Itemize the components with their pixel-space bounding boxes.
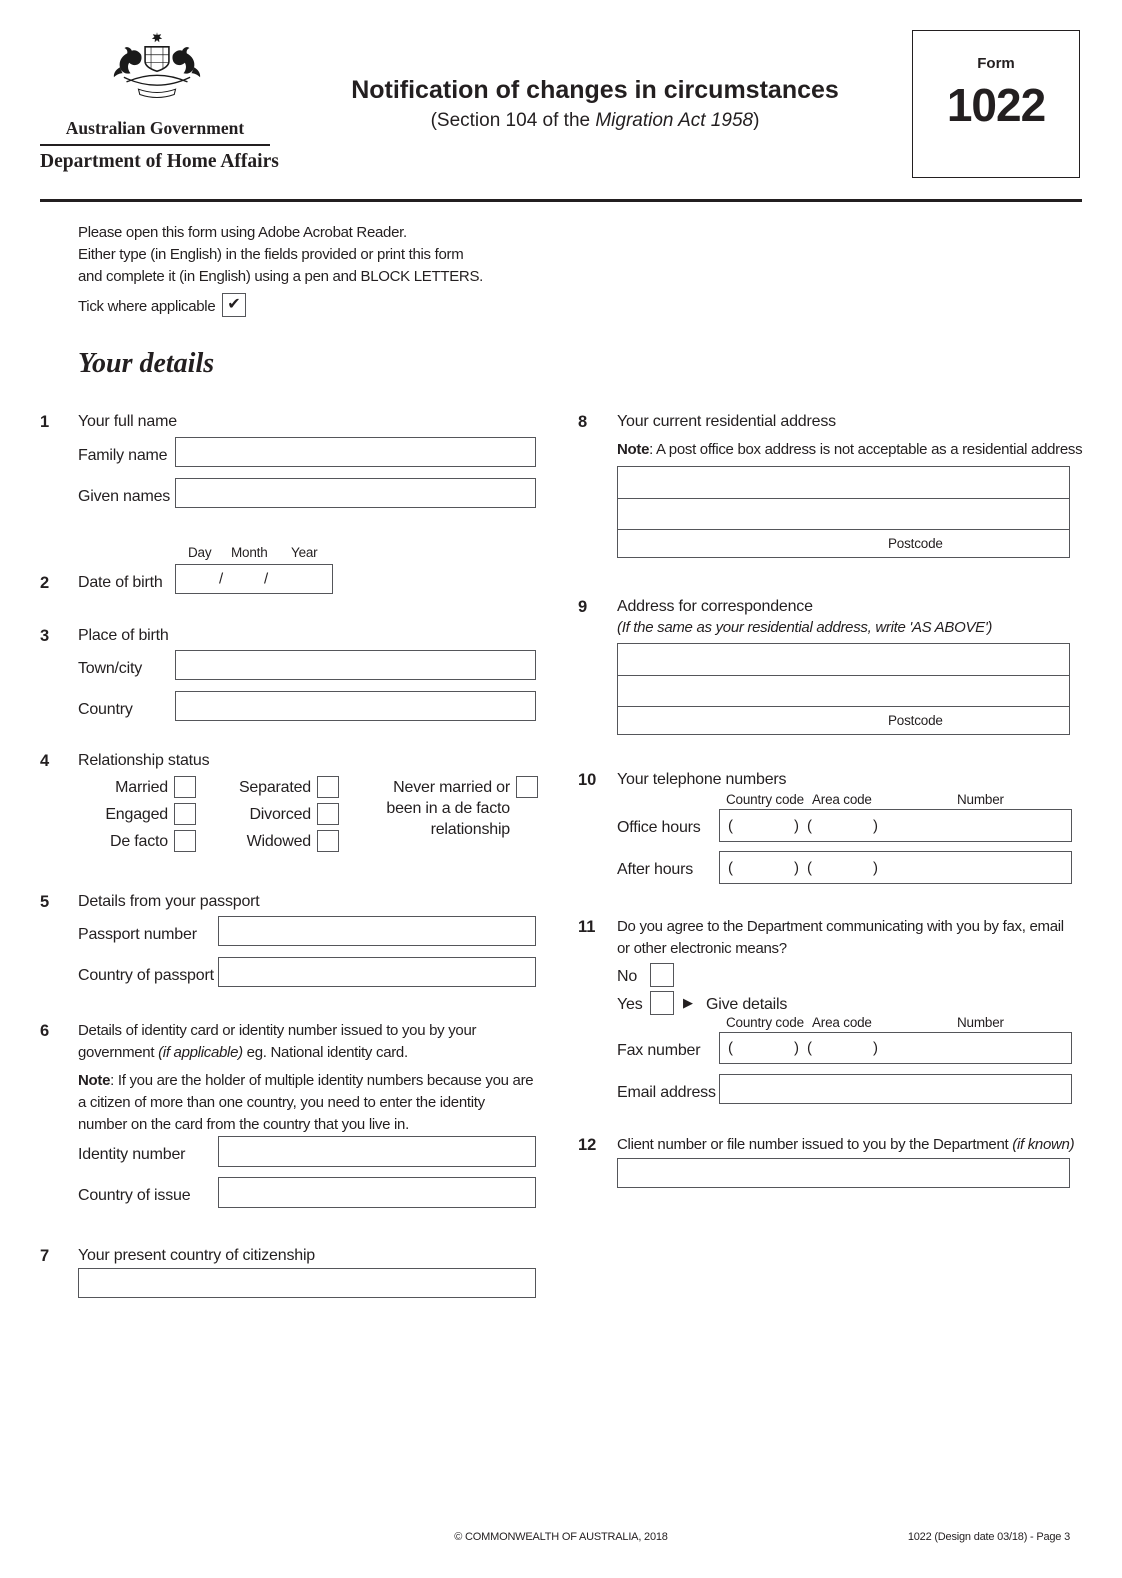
subtitle-pre: (Section 104 of the [430, 110, 596, 131]
issue-country-label: Country of issue [78, 1187, 191, 1204]
australian-coat-of-arms-icon [104, 24, 210, 108]
q11-title-line2: or other electronic means? [617, 940, 787, 957]
fax-country-code-header: Country code [726, 1015, 804, 1030]
engaged-label: Engaged [105, 806, 168, 823]
tick-where-applicable-label: Tick where applicable [78, 298, 216, 315]
header-rule [40, 199, 1082, 202]
q6-title-line2-pre: government [78, 1044, 159, 1061]
residential-postcode-input[interactable] [618, 530, 1069, 557]
subtitle-post: ) [753, 110, 760, 131]
subtitle-act-name: Migration Act 1958 [595, 110, 754, 131]
q8-note-rest: : A post office box address is not acceptable as a residential address [649, 441, 1083, 458]
passport-number-input[interactable] [218, 916, 536, 946]
family-name-input[interactable] [175, 437, 536, 467]
identity-number-label: Identity number [78, 1146, 186, 1163]
intro-line-3: and complete it (in English) using a pen and BLOCK LETTERS. [78, 268, 484, 285]
q6-note-line2: a citizen of more than one country, you need to enter the identity [78, 1094, 485, 1111]
q8-number: 8 [578, 413, 588, 431]
q6-title-line2 [78, 1044, 408, 1061]
q4-title: Relationship status [78, 752, 210, 769]
dob-year-label: Year [291, 545, 318, 560]
form-number: 1022 [946, 79, 1046, 131]
intro-line-1: Please open this form using Adobe Acrobat Reader. [78, 224, 407, 241]
divorced-label: Divorced [249, 806, 311, 823]
after-paren-close1: ) [794, 859, 799, 876]
gov-label: Australian Government [65, 118, 245, 138]
fax-paren-close1: ) [794, 1039, 799, 1057]
after-hours-phone-input[interactable] [719, 851, 1072, 884]
q9-hint: (If the same as your residential address, write 'AS ABOVE') [617, 619, 993, 636]
correspondence-address-line1-input[interactable] [618, 644, 1069, 675]
town-city-input[interactable] [175, 650, 536, 680]
residential-address-box [617, 466, 1070, 558]
client-number-input[interactable] [617, 1158, 1070, 1188]
form-subtitle [300, 110, 890, 132]
q6-title-line2-italic: (if applicable) [158, 1044, 243, 1061]
q7-title: Your present country of citizenship [78, 1247, 315, 1264]
form-number-box [912, 30, 1080, 178]
q5-number: 5 [40, 893, 50, 911]
separated-label: Separated [238, 779, 311, 796]
married-label: Married [115, 779, 168, 796]
after-paren-open2: ( [807, 859, 812, 876]
form-word: Form [977, 55, 1015, 72]
q9-number: 9 [578, 598, 588, 616]
yes-checkbox[interactable] [650, 991, 674, 1015]
birth-country-input[interactable] [175, 691, 536, 721]
q11-title-line1: Do you agree to the Department communicating with you by fax, email [617, 918, 1064, 935]
q12-title-pre: Client number or file number issued to you by the Department [617, 1136, 1013, 1153]
correspondence-postcode-input[interactable] [618, 707, 1069, 734]
no-checkbox[interactable] [650, 963, 674, 987]
fax-paren-open2: ( [807, 1039, 812, 1057]
yes-label: Yes [617, 996, 643, 1013]
correspondence-postcode-label: Postcode [888, 713, 943, 728]
gov-divider [40, 144, 270, 146]
form-title: Notification of changes in circumstances [351, 76, 839, 104]
divorced-checkbox[interactable] [317, 803, 339, 825]
residential-address-line2-input[interactable] [618, 499, 1069, 529]
q12-number: 12 [578, 1136, 597, 1154]
office-paren-close1: ) [794, 817, 799, 834]
office-hours-phone-input[interactable] [719, 809, 1072, 842]
email-address-input[interactable] [719, 1074, 1072, 1104]
issue-country-input[interactable] [218, 1177, 536, 1208]
q10-number: 10 [578, 771, 597, 789]
never-married-checkbox[interactable] [516, 776, 538, 798]
never-married-label-line3: relationship [430, 821, 510, 838]
q10-title: Your telephone numbers [617, 771, 787, 788]
dob-month-label: Month [231, 545, 268, 560]
q6-note-word: Note [78, 1072, 111, 1089]
intro-line-2: Either type (in English) in the fields provided or print this form [78, 246, 464, 263]
dept-label: Department of Home Affairs [40, 151, 279, 172]
q4-number: 4 [40, 752, 50, 770]
q2-title: Date of birth [78, 574, 163, 591]
town-city-label: Town/city [78, 660, 142, 677]
fax-area-code-header: Area code [812, 1015, 872, 1030]
fax-paren-open1: ( [728, 1039, 733, 1057]
q6-note-line3: number on the card from the country that you live in. [78, 1116, 409, 1133]
passport-country-input[interactable] [218, 957, 536, 987]
family-name-label: Family name [78, 447, 168, 464]
q2-number: 2 [40, 574, 50, 592]
identity-number-input[interactable] [218, 1136, 536, 1167]
q6-note-rest1: : If you are the holder of multiple identity numbers because you are [110, 1072, 534, 1089]
tick-icon: ✔ [227, 296, 241, 313]
dob-slash-2: / [264, 570, 269, 588]
phone-area-code-header: Area code [812, 792, 872, 807]
footer-copyright: © COMMONWEALTH OF AUSTRALIA, 2018 [454, 1531, 668, 1543]
widowed-label: Widowed [246, 833, 311, 850]
separated-checkbox[interactable] [317, 776, 339, 798]
q8-note-word: Note [617, 441, 650, 458]
residential-postcode-label: Postcode [888, 536, 943, 551]
given-names-label: Given names [78, 488, 171, 505]
phone-number-header: Number [957, 792, 1004, 807]
q12-title-italic: (if known) [1012, 1136, 1075, 1153]
never-married-label-line1: Never married or [393, 779, 510, 796]
q1-title: Your full name [78, 413, 177, 430]
q9-title: Address for correspondence [617, 598, 813, 615]
citizenship-country-input[interactable] [78, 1268, 536, 1298]
dob-day-label: Day [188, 545, 212, 560]
q6-number: 6 [40, 1022, 50, 1040]
given-names-input[interactable] [175, 478, 536, 508]
widowed-checkbox[interactable] [317, 830, 339, 852]
fax-number-header: Number [957, 1015, 1004, 1030]
section-title: Your details [78, 348, 215, 379]
tick-example-checkbox [222, 293, 246, 317]
give-details-arrow-icon: ▶ [683, 995, 693, 1010]
give-details-label: Give details [706, 996, 788, 1013]
passport-country-label: Country of passport [78, 967, 214, 984]
fax-number-label: Fax number [617, 1042, 701, 1059]
q11-number: 11 [578, 918, 596, 936]
q6-title-line1: Details of identity card or identity number issued to you by your [78, 1022, 477, 1039]
q7-number: 7 [40, 1247, 50, 1265]
q6-title-line2-post: eg. National identity card. [242, 1044, 408, 1061]
q5-title: Details from your passport [78, 893, 260, 910]
q3-number: 3 [40, 627, 50, 645]
office-paren-close2: ) [873, 817, 878, 834]
office-paren-open1: ( [728, 817, 733, 834]
de-facto-label: De facto [110, 833, 168, 850]
phone-country-code-header: Country code [726, 792, 804, 807]
footer-form-meta: 1022 (Design date 03/18) - Page 3 [907, 1531, 1070, 1543]
q6-note-line1 [78, 1072, 533, 1089]
q8-note [617, 441, 1082, 458]
email-address-label: Email address [617, 1084, 716, 1101]
q1-number: 1 [40, 413, 50, 431]
after-hours-label: After hours [617, 861, 694, 878]
residential-address-line1-input[interactable] [618, 467, 1069, 498]
passport-number-label: Passport number [78, 926, 197, 943]
correspondence-address-line2-input[interactable] [618, 676, 1069, 706]
dob-slash-1: / [219, 570, 224, 588]
never-married-label-line2: been in a de facto [386, 800, 510, 817]
q3-title: Place of birth [78, 627, 169, 644]
q8-title: Your current residential address [617, 413, 836, 430]
correspondence-address-box [617, 643, 1070, 735]
office-paren-open2: ( [807, 817, 812, 834]
no-label: No [617, 968, 638, 985]
fax-paren-close2: ) [873, 1039, 878, 1057]
office-hours-label: Office hours [617, 819, 701, 836]
q12-title [617, 1136, 1074, 1153]
after-paren-close2: ) [873, 859, 878, 876]
date-of-birth-input[interactable] [175, 564, 333, 594]
birth-country-label: Country [78, 701, 133, 718]
fax-number-input[interactable] [719, 1032, 1072, 1064]
after-paren-open1: ( [728, 859, 733, 876]
